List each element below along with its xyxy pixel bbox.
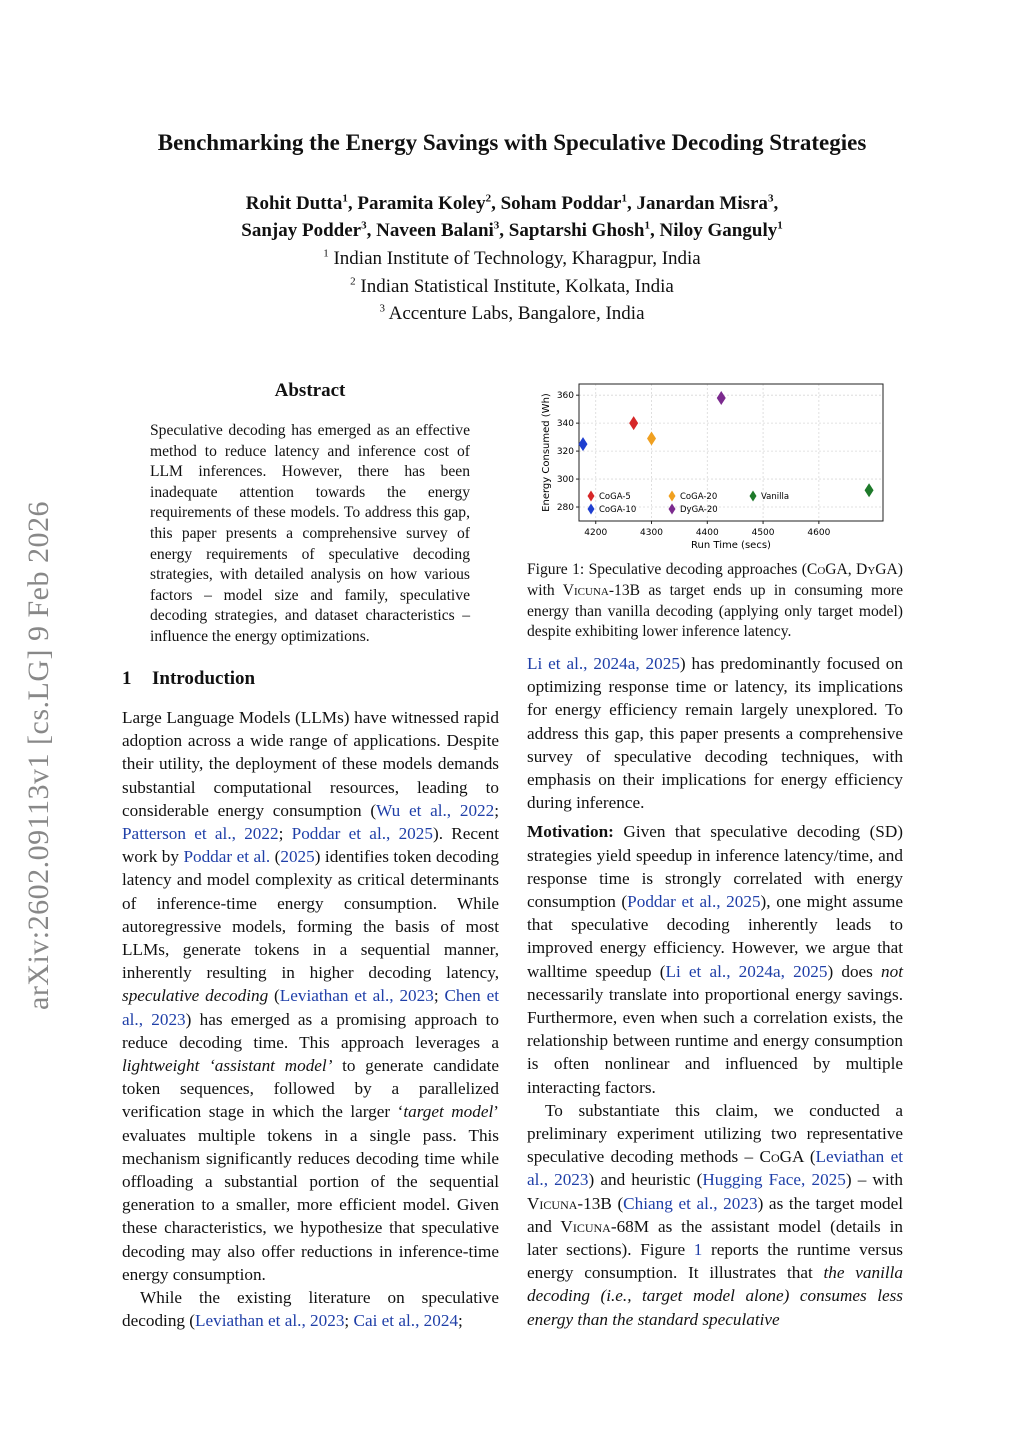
legend-label: CoGA-5 (599, 492, 631, 502)
figure-1 (527, 380, 903, 552)
legend-marker (750, 491, 757, 502)
paper-title: Benchmarking the Energy Savings with Speculative Decoding Strategies (157, 130, 867, 155)
author: Paramita Koley$^2$, (357, 192, 501, 214)
paragraph: To substantiate this claim, we conducted a preliminary experiment utilizing two representative speculative decoding methods – CoGA (Leviathan et al., 2023) and heuristic (Hugging Face, 2025) – with Vicuna-13B (Chiang et al., 2023) as the target model and Vicuna-68M as the assistant model (details in later sections). Figure 1 reports the runtime versus energy consumption. It illustrates that the vanilla decoding (i.e., target model alone) consumes less energy than the standard speculative (527, 1100, 904, 1329)
intro-left-column (122, 706, 499, 1332)
x-tick-label: 4600 (807, 528, 831, 538)
y-tick-label: 340 (556, 419, 574, 430)
legend-marker (588, 491, 595, 502)
y-axis-label: Energy Consumed (Wh) (541, 393, 552, 512)
arxiv-identifier: arXiv:2602.09113v1 [cs.LG] 9 Feb 2026 (22, 501, 55, 1010)
y-tick-label: 300 (556, 475, 574, 486)
legend-label: CoGA-20 (680, 492, 718, 502)
author: Saptarshi Ghosh$^1$, (508, 219, 660, 241)
x-tick-label: 4200 (584, 528, 608, 538)
x-tick-label: 4500 (751, 528, 775, 538)
data-point-coga-10 (579, 437, 588, 451)
legend-marker (588, 504, 595, 515)
y-tick-label: 320 (556, 447, 574, 458)
paragraph: Li et al., 2024a, 2025) has predominantly focused on optimizing response time or latency, its implications for energy efficiency remain largely unexplored. To address this gap, this paper presents a comprehensive survey of speculative decoding techniques, with emphasis on their implications for energy efficiency during inference. (527, 654, 903, 813)
affiliation: $^2$ Indian Statistical Institute, Kolkata, India (350, 275, 674, 297)
data-point-coga-5 (629, 416, 638, 430)
figure-caption: Figure 1: Speculative decoding approaches (CoGA, DyGA) with Vicuna-13B as target ends up in consuming more energy than vanilla decoding (applying only target model) despite exhibiting lower inference latency. (527, 561, 904, 641)
author: Janardan Misra$^3$, (636, 192, 779, 214)
affiliation: $^1$ Indian Institute of Technology, Kharagpur, India (323, 247, 701, 269)
data-point-vanilla (865, 483, 874, 497)
legend-label: DyGA-20 (680, 505, 718, 515)
data-point-dyga-20 (717, 391, 726, 405)
legend-label: CoGA-10 (599, 505, 637, 515)
paragraph: Large Language Models (LLMs) have witnessed rapid adoption across a wide range of applications. Despite their utility, the deployment of these models demands substantial computational resources, leading to considerable energy consumption (Wu et al., 2022; Patterson et al., 2022; Poddar et al., 2025). Recent work by Poddar et al. (2025) identifies token decoding latency and model complexity as critical determinants of inference-time energy consumption. While autoregressive models, forming the basis of most LLMs, generate tokens in a sequential manner, inherently resulting in higher decoding latency, speculative decoding (Leviathan et al., 2023; Chen et al., 2023) has emerged as a promising approach to reduce decoding time. This approach leverages a lightweight ‘assistant model’ to generate candidate token sequences, followed by a parallelized verification stage in which the larger ‘target model’ evaluates multiple tokens in a single pass. This mechanism significantly reduces decoding time while offloading a substantial portion of the sequential generation to a smaller, more efficient model. Given these characteristics, we hypothesize that speculative decoding may also offer reductions in inference-time energy consumption. (122, 708, 500, 1284)
legend-marker (669, 491, 676, 502)
data-point-coga-20 (647, 432, 656, 446)
author: Rohit Dutta$^1$, (245, 192, 358, 214)
author: Sanjay Podder$^3$, (241, 219, 377, 241)
scatter-chart (527, 380, 903, 552)
legend-label: Vanilla (761, 492, 790, 502)
legend-marker (669, 504, 676, 515)
y-tick-label: 360 (556, 391, 574, 402)
intro-right-column (527, 652, 903, 1331)
abstract-body: Speculative decoding has emerged as an effective method to reduce latency and inference cost of LLM inferences. However, there has been inadequate attention towards the energy requirements of these models. To address this gap, this paper presents a comprehensive survey of energy requirements of speculative decoding strategies, with detailed analysis on how various factors – model size and family, speculative decoding strategies, and dataset characteristics – influence the energy optimizations. (150, 422, 470, 645)
section-heading-introduction: 1 Introduction (122, 668, 256, 689)
abstract-heading: Abstract (274, 380, 346, 401)
authors-line-1 (0, 193, 1024, 215)
author: Niloy Ganguly$^1$ (659, 219, 783, 241)
authors-line-2 (0, 220, 1024, 242)
x-axis-label: Run Time (secs) (691, 540, 771, 551)
x-tick-label: 4400 (695, 528, 719, 538)
author: Naveen Balani$^3$, (376, 219, 509, 241)
author: Soham Poddar$^1$, (500, 192, 637, 214)
y-tick-label: 280 (556, 503, 574, 514)
paragraph: Motivation: Given that speculative decoding (SD) strategies yield speedup in inference latency/time, and response time is strongly correlated with energy consumption (Poddar et al., 2025), one might assume that speculative decoding inherently leads to improved energy efficiency. However, we argue that walltime speedup (Li et al., 2024a, 2025) does not necessarily translate into proportional energy savings. Furthermore, even when such a correlation exists, the relationship between runtime and energy consumption is often nonlinear and influenced by multiple interacting factors. (527, 822, 903, 1097)
paragraph: While the existing literature on speculative decoding (Leviathan et al., 2023; Cai et al., 2024; (122, 1288, 499, 1331)
x-tick-label: 4300 (640, 528, 663, 538)
affiliation: $^3$ Accenture Labs, Bangalore, India (379, 302, 645, 324)
